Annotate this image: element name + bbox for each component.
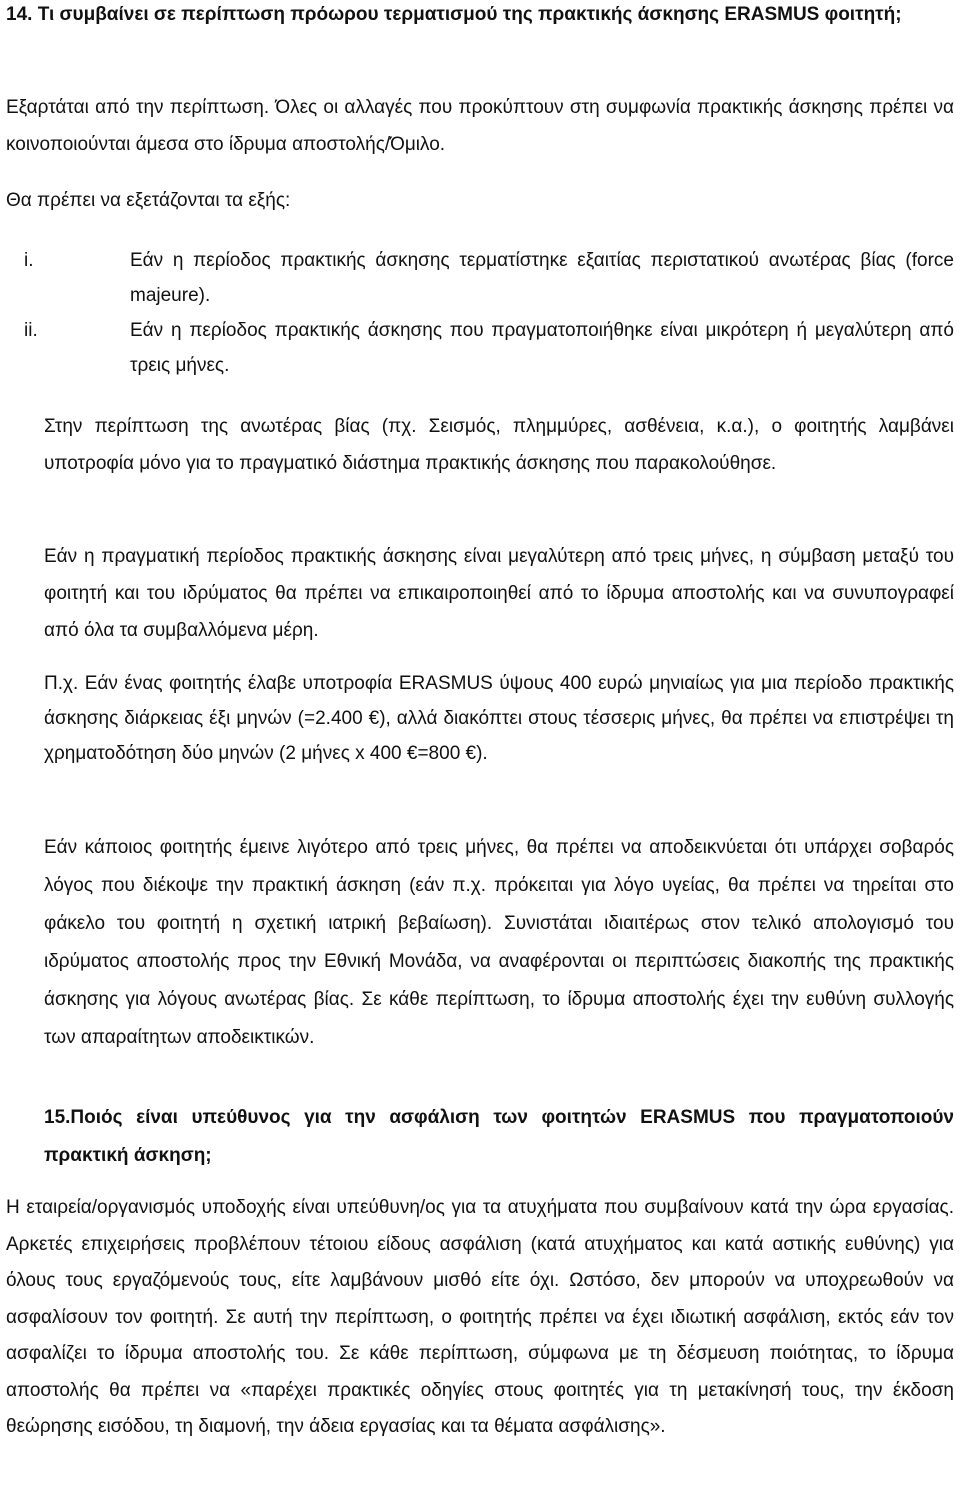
force-majeure-paragraph: Στην περίπτωση της ανωτέρας βίας (πχ. Σεισμός, πλημμύρες, ασθένεια, κ.α.), ο φοιτητής λαμβάνει υποτροφία μόνο για το πραγματικό διάστημα πρακτικής άσκησης που παρακολούθησε. — [44, 416, 954, 474]
list-item — [0, 243, 960, 313]
longer-period-paragraph: Εάν η πραγματική περίοδος πρακτικής άσκησης είναι μεγαλύτερη από τρεις μήνες, η σύμβαση μεταξύ του φοιτητή και του ιδρύματος θα πρέπει να επικαιροποιηθεί από το ίδρυμα αποστολής και να συνυπογραφεί από όλα τα συμβαλλόμενα μέρη. — [44, 546, 954, 641]
section-14-intro: Εξαρτάται από την περίπτωση. Όλες οι αλλαγές που προκύπτουν στη συμφωνία πρακτικής άσκησης πρέπει να κοινοποιούνται άμεσα στο ίδρυμα αποστολής/Όμιλο. — [6, 97, 954, 155]
list-item-text: Εάν η περίοδος πρακτικής άσκησης που πραγματοποιήθηκε είναι μικρότερη ή μεγαλύτερη από τρεις μήνες. — [130, 320, 954, 376]
list-item-number: i. — [24, 250, 34, 271]
list-item — [0, 313, 960, 383]
shorter-period-paragraph: Εάν κάποιος φοιτητής έμεινε λιγότερο από τρεις μήνες, θα πρέπει να αποδεικνύεται ότι υπάρχει σοβαρός λόγος που διέκοψε την πρακτική άσκηση (εάν π.χ. πρόκειται για λόγο υγείας, θα πρέπει να τηρείται στο φάκελο του φοιτητή η σχετική ιατρική βεβαίωση). Συνιστάται ιδιαιτέρως στον τελικό απολογισμό του ιδρύματος αποστολής προς την Εθνική Μονάδα, να αναφέρονται οι περιπτώσεις διακοπής της πρακτικής άσκησης για λόγους ανωτέρας βίας. Σε κάθε περίπτωση, το ίδρυμα αποστολής έχει την ευθύνη συλλογής των απαραίτητων αποδεικτικών. — [44, 837, 954, 1048]
list-item-number: ii. — [24, 320, 38, 341]
section-14-examine-label: Θα πρέπει να εξετάζονται τα εξής: — [6, 190, 291, 211]
section-15-heading: 15.Ποιός είναι υπεύθυνος για την ασφάλιση των φοιτητών ERASMUS που πραγματοποιούν πρακτική άσκηση; — [44, 1107, 954, 1166]
section-14-heading: 14. Τι συμβαίνει σε περίπτωση πρόωρου τερματισμού της πρακτικής άσκησης ERASMUS φοιτητή; — [6, 4, 902, 25]
list-item-text: Εάν η περίοδος πρακτικής άσκησης τερματίστηκε εξαιτίας περιστατικού ανωτέρας βίας (force majeure). — [130, 250, 954, 306]
example-paragraph: Π.χ. Εάν ένας φοιτητής έλαβε υποτροφία ERASMUS ύψους 400 ευρώ μηνιαίως για μια περίοδο πρακτικής άσκησης διάρκειας έξι μηνών (=2.400 €), αλλά διακόπτει στους τέσσερις μήνες, θα πρέπει να επιστρέψει τη χρηματοδότηση δύο μηνών (2 μήνες x 400 €=800 €). — [44, 673, 954, 764]
section-15-body: Η εταιρεία/οργανισμός υποδοχής είναι υπεύθυνη/ος για τα ατυχήματα που συμβαίνουν κατά την ώρα εργασίας. Αρκετές επιχειρήσεις προβλέπουν τέτοιου είδους ασφάλιση (κατά ατυχήματος και κατά αστικής ευθύνης) για όλους τους εργαζόμενούς τους, είτε λαμβάνουν μισθό είτε όχι. Ωστόσο, δεν μπορούν να υποχρεωθούν να ασφαλίσουν τον φοιτητή. Σε αυτή την περίπτωση, ο φοιτητής πρέπει να έχει ιδιωτική ασφάλιση, εκτός εάν τον ασφαλίζει το ίδρυμα αποστολής του. Σε κάθε περίπτωση, σύμφωνα με τη δέσμευση ποιότητας, το ίδρυμα αποστολής θα πρέπει να «παρέχει πρακτικές οδηγίες στους φοιτητές για τη μετακίνησή τους, την έκδοση θεώρησης εισόδου, τη διαμονή, την άδεια εργασίας και τα θέματα ασφάλισης». — [6, 1197, 954, 1437]
